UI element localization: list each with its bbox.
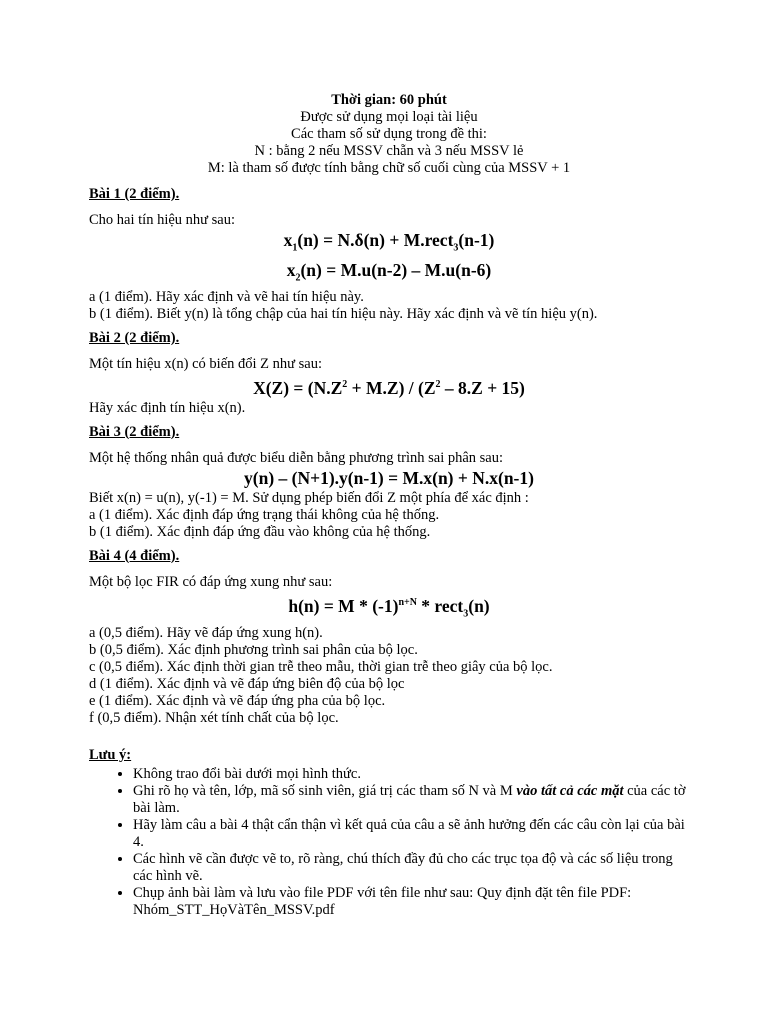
bai1-part-a: a (1 điểm). Hãy xác định và vẽ hai tín hiệu này. (89, 289, 364, 305)
exam-time: Thời gian: 60 phút (331, 92, 447, 108)
notes-list (89, 766, 689, 919)
notes-title: Lưu ý: (89, 747, 132, 764)
bai4-part-d: d (1 điểm). Xác định và vẽ đáp ứng biên độ của bộ lọc (89, 676, 405, 693)
bai2-intro: Một tín hiệu x(n) có biến đổi Z như sau: (89, 356, 322, 372)
bai3-part-a: a (1 điểm). Xác định đáp ứng trạng thái không của hệ thống. (89, 506, 440, 523)
bai2-title: Bài 2 (2 điểm). (89, 330, 180, 346)
bai4-title: Bài 4 (4 điểm). (89, 547, 180, 564)
bai2-task: Hãy xác định tín hiệu x(n). (89, 399, 246, 416)
bai4-part-a: a (0,5 điểm). Hãy vẽ đáp ứng xung h(n). (89, 625, 323, 642)
param-n: N : bằng 2 nếu MSSV chẵn và 3 nếu MSSV lẻ (254, 143, 524, 159)
note-item: • Chụp ảnh bài làm và lưu vào file PDF với tên file như sau: Quy định đặt tên file PDF: Nhóm_STT_HọVàTên_MSSV.pdf (133, 885, 689, 919)
note-item: • Các hình vẽ cần được vẽ to, rõ ràng, chú thích đầy đủ cho các trục tọa độ và các số liệu trong các hình vẽ. (133, 851, 689, 885)
note-item: • Ghi rõ họ và tên, lớp, mã số sinh viên, giá trị các tham số N và M vào tất cả các mặt của các tờ bài làm. (133, 783, 689, 817)
materials-note: Được sử dụng mọi loại tài liệu (300, 109, 478, 125)
note-item: • Hãy làm câu a bài 4 thật cẩn thận vì kết quả của câu a sẽ ảnh hưởng đến các câu còn lại của bài 4. (133, 817, 689, 851)
bai1-formula2: $x_2(n) = M.u(n-2) - M.u(n-6)$ (286, 259, 492, 283)
bai4-part-b: b (0,5 điểm). Xác định phương trình sai phân của bộ lọc. (89, 642, 418, 659)
bai3-intro: Một hệ thống nhân quả được biểu diễn bằng phương trình sai phân sau: (89, 449, 504, 466)
params-intro: Các tham số sử dụng trong đề thi: (291, 126, 487, 142)
bai3-part-b: b (1 điểm). Xác định đáp ứng đầu vào không của hệ thống. (89, 523, 431, 540)
bai4-part-f: f (0,5 điểm). Nhận xét tính chất của bộ lọc. (89, 710, 339, 727)
exam-page (89, 92, 689, 919)
bai2-formula: $X(Z) = (N.Z^2 + M.Z) / (Z^2 - 8.Z + 15)$ (253, 377, 525, 398)
bai1-title: Bài 1 (2 điểm). (89, 186, 180, 202)
exam-header (89, 92, 689, 177)
bai4-intro: Một bộ lọc FIR có đáp ứng xung như sau: (89, 573, 333, 590)
bai1-part-b: b (1 điểm). Biết y(n) là tổng chập của hai tín hiệu này. Hãy xác định và vẽ tín hiệu y(n). (89, 306, 598, 322)
bai1-formula1: $x_1(n) = N.\delta(n)$ + M.rect$_3$(n-1) (283, 230, 495, 254)
bai4-formula: $h(n) = M * (-1)^{n+N}$ * rect$_3$(n) (288, 595, 490, 620)
bai1-intro: Cho hai tín hiệu như sau: (89, 212, 235, 228)
bai4-part-c: c (0,5 điểm). Xác định thời gian trễ theo mẫu, thời gian trễ theo giây của bộ lọc. (89, 659, 553, 676)
bai3-given: Biết x(n) = u(n), y(-1) = M. Sử dụng phép biến đổi Z một phía để xác định : (89, 489, 529, 506)
note-item: • Không trao đổi bài dưới mọi hình thức. (133, 766, 689, 783)
bai3-title: Bài 3 (2 điểm). (89, 423, 180, 440)
param-m: M: là tham số được tính bằng chữ số cuối cùng của MSSV + 1 (207, 160, 571, 176)
bai3-formula: y(n) – (N+1).y(n-1) = M.x(n) + N.x(n-1) (244, 467, 534, 488)
bai4-part-e: e (1 điểm). Xác định và vẽ đáp ứng pha của bộ lọc. (89, 693, 386, 710)
